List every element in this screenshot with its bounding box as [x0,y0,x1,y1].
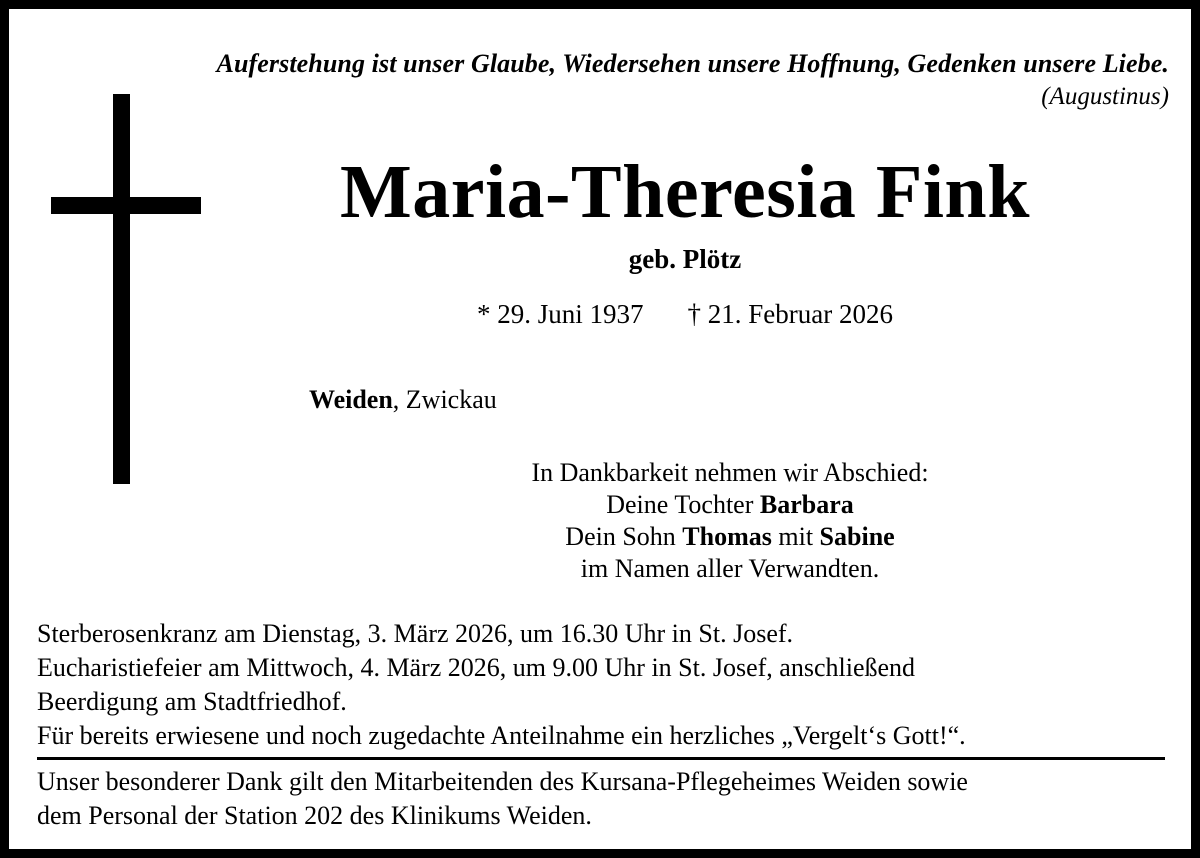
daughter-name: Barbara [759,490,854,519]
son-partner-name: Sabine [819,522,895,551]
place-rest: , Zwickau [392,385,497,414]
service-line: Beerdigung am Stadtfriedhof. [37,687,347,716]
section-divider [37,757,1165,760]
family-son-line [439,521,1021,553]
cross-vertical-bar [113,94,130,484]
thanks-block [37,765,1165,833]
service-line: Eucharistiefeier am Mittwoch, 4. März 2026, um 9.00 Uhr in St. Josef, anschließend [37,653,916,682]
latin-cross-icon [51,94,201,484]
family-intro: In Dankbarkeit nehmen wir Abschied: [531,458,929,487]
motto-source: (Augustinus) [1041,83,1169,110]
place-city: Weiden [309,385,393,414]
motto-block [149,47,1169,113]
notice-inner [9,9,1191,849]
place-line [309,383,497,417]
thanks-line: dem Personal der Station 202 des Klinikums Weiden. [37,801,592,830]
service-line: Sterberosenkranz am Dienstag, 3. März 2026, um 16.30 Uhr in St. Josef. [37,619,794,648]
daughter-prefix: Deine Tochter [606,490,760,519]
family-block [439,457,1021,585]
service-details [37,617,1165,753]
death-date: † 21. Februar 2026 [687,299,893,329]
service-line: Für bereits erwiesene und noch zugedachte Anteilnahme ein herzliches „Vergelt‘s Gott!“. [37,721,966,750]
family-daughter-line [439,489,1021,521]
cross-horizontal-bar [51,197,201,214]
birth-date: * 29. Juni 1937 [477,299,644,329]
deceased-maiden-name: geb. Plötz [628,244,742,274]
deceased-name-block [209,149,1161,333]
motto-text: Auferstehung ist unser Glaube, Wiedersehen unsere Hoffnung, Gedenken unsere Liebe. [216,49,1169,78]
deceased-dates [209,295,1161,333]
family-closing: im Namen aller Verwandten. [580,554,880,583]
thanks-line: Unser besonderer Dank gilt den Mitarbeitenden des Kursana-Pflegeheimes Weiden sowie [37,767,968,796]
son-name: Thomas [682,522,772,551]
deceased-name: Maria-Theresia Fink [340,150,1030,234]
son-middle: mit [771,522,820,551]
son-prefix: Dein Sohn [565,522,683,551]
